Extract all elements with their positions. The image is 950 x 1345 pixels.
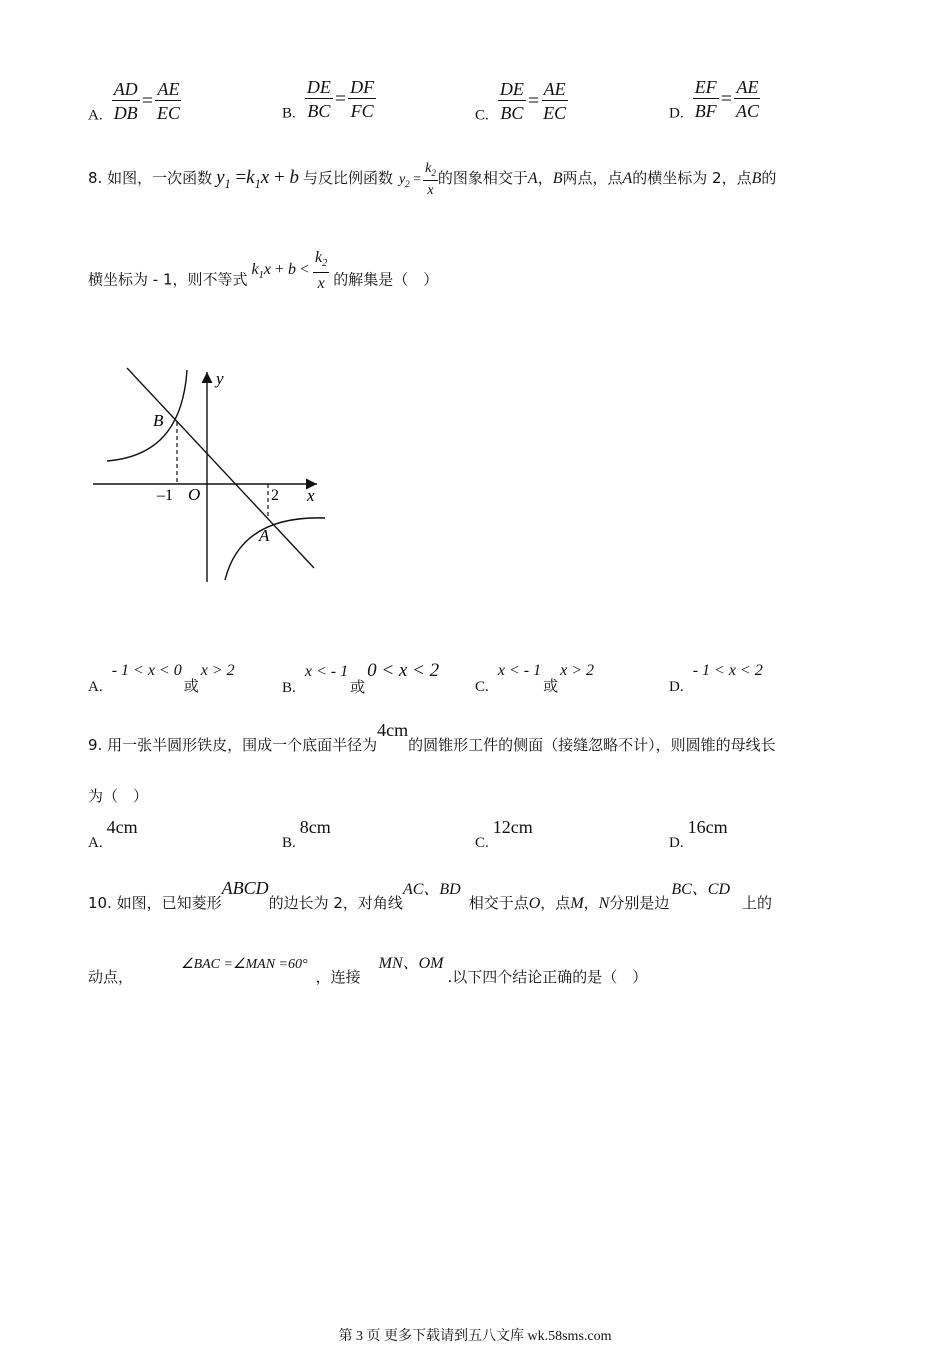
q8-option-a: A. - 1 < x < 0或x > 2 bbox=[88, 662, 235, 695]
q7-option-a: A. $\frac{AD}{DB}$ = $\frac{AE}{EC}$ bbox=[88, 79, 180, 124]
q9-stem-line2: 为（ ） bbox=[88, 787, 149, 805]
tick-neg-one: –1 bbox=[157, 487, 173, 504]
linear-function: $y_1 =k_1x + b$ bbox=[216, 167, 299, 191]
fraction: $\frac{AE}{EC}$ bbox=[543, 79, 567, 123]
x-axis-label: x bbox=[307, 486, 315, 505]
page-footer: 第 3 页 更多下载请到五八文库 wk.58sms.com bbox=[338, 1329, 612, 1344]
q10-stem-line1: 10. 如图，已知菱形ABCD的边长为 2，对角线AC、BD相交于点O，点M，N分别是边BC、CD上的 bbox=[88, 878, 773, 912]
option-label: C. bbox=[475, 107, 489, 124]
y-axis-label: y bbox=[216, 369, 224, 388]
q8-option-d: D. - 1 < x < 2 bbox=[669, 662, 763, 695]
q7-option-c: C. $\frac{DE}{BC}$ = $\frac{AE}{EC}$ bbox=[475, 79, 567, 124]
point-a-label: A bbox=[259, 526, 270, 545]
option-label: B. bbox=[282, 105, 296, 122]
q10-stem-line2: 动点，∠BAC =∠MAN =60°，连接MN、OM.以下四个结论正确的是（ ） bbox=[88, 955, 648, 986]
q8-option-b: B. x < - 1或0 < x < 2 bbox=[282, 660, 440, 696]
linear-line bbox=[127, 368, 314, 568]
q9-stem-line1: 9. 用一张半圆形铁皮，围成一个底面半径为4cm的圆锥形工件的侧面（接缝忽略不计），则圆锥的母线长 bbox=[88, 720, 776, 754]
q9-option-b: B.8cm bbox=[282, 817, 331, 851]
q8-stem-line1: 8. 如图，一次函数 $y_1 =k_1x + b$ 与反比例函数 $y_2$ = $\frac{k_2}{x}$ 的图象相交于A，B两点，点A的横坐标为 2，点B的 bbox=[88, 161, 777, 198]
hyperbola-branch-upper bbox=[107, 370, 187, 461]
q9-option-c: C.12cm bbox=[475, 817, 533, 851]
q8-option-c: C. x < - 1或x > 2 bbox=[475, 662, 595, 695]
fraction: $\frac{AE}{AC}$ bbox=[735, 77, 759, 121]
point-b-label: B bbox=[153, 411, 164, 430]
q8-stem-line2: 横坐标为 - 1，则不等式$k_1x + b$ < $\frac{k_2}{x}$ 的解集是（ ） bbox=[88, 249, 439, 292]
inequality: $k_1x + b$ < $\frac{k_2}{x}$ bbox=[251, 249, 328, 292]
inverse-function: $y_2$ = $\frac{k_2}{x}$ bbox=[398, 161, 436, 198]
fraction: $\frac{AE}{EC}$ bbox=[156, 79, 180, 123]
function-graph bbox=[85, 360, 335, 595]
tick-two: 2 bbox=[271, 487, 279, 504]
q7-option-b: B. $\frac{DE}{BC}$ = $\frac{DF}{FC}$ bbox=[282, 77, 375, 122]
fraction: $\frac{EF}{BF}$ bbox=[694, 77, 717, 121]
q7-option-d: D. $\frac{EF}{BF}$ = $\frac{AE}{AC}$ bbox=[669, 77, 759, 122]
q9-option-a: A.4cm bbox=[88, 817, 138, 851]
fraction: $\frac{DE}{BC}$ bbox=[499, 79, 524, 123]
fraction: $\frac{AD}{DB}$ bbox=[113, 79, 138, 123]
origin-label: O bbox=[188, 485, 201, 504]
option-label: D. bbox=[669, 105, 684, 122]
fraction: $\frac{DE}{BC}$ bbox=[306, 77, 331, 121]
q9-option-d: D.16cm bbox=[669, 817, 728, 851]
fraction: $\frac{DF}{FC}$ bbox=[350, 77, 375, 121]
option-label: A. bbox=[88, 107, 103, 124]
